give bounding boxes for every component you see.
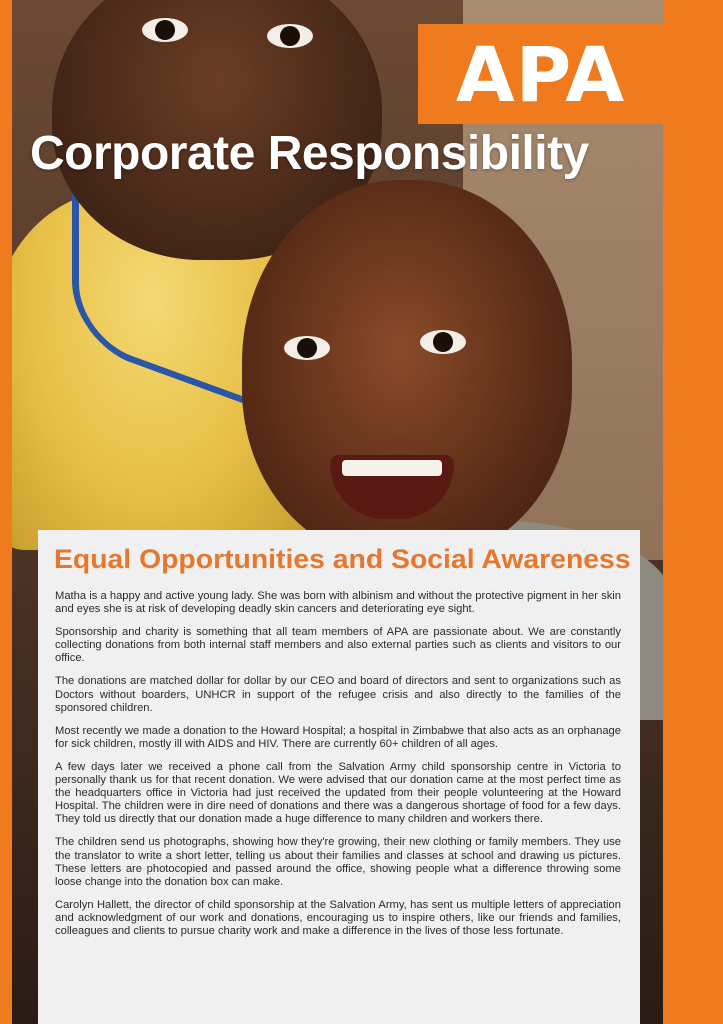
article-paragraph: The children send us photographs, showing how they're growing, their new clothing or family members. They use the translator to write a short letter, telling us about their families and classes at school and drawing us pictures. These letters are photocopied and passed around the office, showing people what a difference throwing some loose change into the donation box can make. xyxy=(55,836,621,888)
child-front-eye-right xyxy=(420,330,466,354)
article-title: Equal Opportunities and Social Awareness xyxy=(54,544,631,574)
article-body xyxy=(55,590,621,948)
article-paragraph: A few days later we received a phone call from the Salvation Army child sponsorship centre in Victoria to personally thank us for that recent donation. We were advised that our donation came at the most perfect time as the headquarters office in Victoria had just received the updated from their people volunteering at the Howard Hospital. The children were in dire need of donations and there was a dangerous shortage of food for a few days. They told us directly that our donation made a huge difference to many children and workers there. xyxy=(55,760,621,826)
smile-teeth xyxy=(342,460,442,476)
logo-text: APA xyxy=(455,30,626,119)
article-paragraph: Most recently we made a donation to the Howard Hospital; a hospital in Zimbabwe that also acts as an orphanage for sick children, mostly ill with AIDS and HIV. There are currently 60+ children of all ages. xyxy=(55,724,621,750)
article-paragraph: The donations are matched dollar for dollar by our CEO and board of directors and sent to organizations such as Doctors without boarders, UNHCR in support of the refugee crisis and also directly to the families of the sponsored children. xyxy=(55,675,621,714)
child-back-eye-left xyxy=(142,18,188,42)
article-paragraph: Sponsorship and charity is something that all team members of APA are passionate about. We are constantly collecting donations from both internal staff members and also external parties such as clients and visitors to our office. xyxy=(55,626,621,665)
logo-box xyxy=(418,24,663,124)
child-front-eye-left xyxy=(284,336,330,360)
hero-headline: Corporate Responsibility xyxy=(30,127,589,180)
article-panel xyxy=(38,530,640,1024)
article-paragraph: Carolyn Hallett, the director of child sponsorship at the Salvation Army, has sent us multiple letters of appreciation and acknowledgment of our work and donations, encouraging us to inspire others, like our friends and families, colleagues and clients to pursue charity work and make a difference in the lives of those less fortunate. xyxy=(55,898,621,937)
article-paragraph: Matha is a happy and active young lady. She was born with albinism and without the protective pigment in her skin and eyes she is at risk of developing deadly skin cancers and deteriorating eye sight. xyxy=(55,590,621,616)
child-back-eye-right xyxy=(267,24,313,48)
